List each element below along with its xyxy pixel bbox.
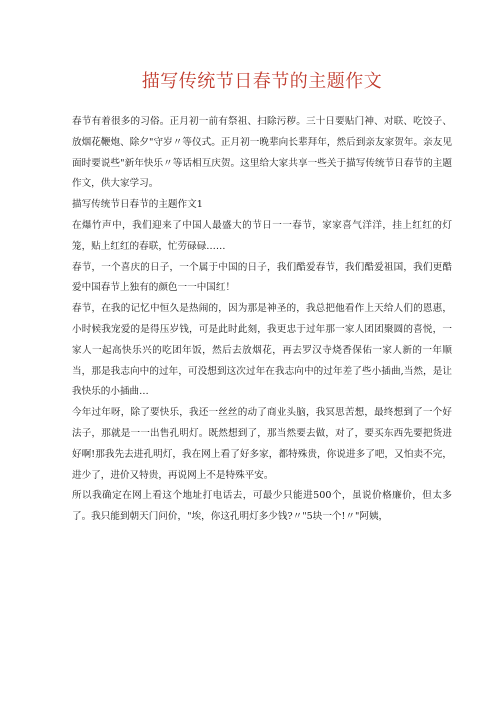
document-title: 描写传统节日春节的主题作文 — [141, 71, 383, 92]
body-paragraph-2: 春节，一个喜庆的日子，一个属于中国的日子，我们酷爱春节，我们酷爱祖国，我们更酷爱中国春节上独有的颜色一一中国红！ — [72, 261, 452, 294]
essay-subtitle: 描写传统节日春节的主题作文1 — [72, 199, 203, 211]
body-paragraph-4: 今年过年呀，除了要快乐，我还一丝丝的动了商业头脑，我冥思苦想，最终想到了一个好法子，那就是一一出售孔明灯。既然想到了，那当然要去做，对了，要买东西先要把货进好啊!那我先去进孔明灯，我在网上看了好多家，都特殊贵，你说进多了吧，又怕卖不完，进少了，进价又特贵，再说网上不是特殊平安。 — [72, 407, 452, 481]
body-paragraph-3: 春节，在我的记忆中恒久是热闹的，因为那是神圣的，我总把他看作上天给人们的恩惠，小时候我宠爱的是得压岁钱，可是此时此刻，我更忠于过年那一家人团团聚圆的喜悦，一家人一起高快乐兴的吃团年饭，然后去放烟花，再去罗汉寺烧香保佑一家人新的一年顺当，那是我志向中的过年，可没想到这次过年在我志向中的过年差了些小插曲,当然，是让我快乐的小插曲… — [72, 303, 452, 398]
body-paragraph-5: 所以我确定在网上看这个地址打电话去，可最少只能进500个，虽说价格廉价，但太多了。我只能到朝天门问价，"埃，你这孔明灯多少钱?〃"5块一个!〃"阿姨， — [72, 490, 452, 523]
body-paragraph-1: 在爆竹声中，我们迎来了中国人最盛大的节日一一春节，家家喜气洋洋，挂上红红的灯笼，贴上红红的春联，忙劳碌碌…… — [72, 219, 452, 252]
intro-paragraph: 春节有着很多的习俗。正月初一前有祭祖、扫除污秽。三十日要贴门神、对联、吃饺子、放烟花鞭炮、除夕"守岁〃等仪式。正月初一晚辈向长辈拜年，然后到亲友家贺年。亲友见面时要说些"新年快乐〃等话相互庆贺。这里给大家共享一些关于描写传统节日春节的主题作文，供大家学习。 — [72, 116, 452, 190]
